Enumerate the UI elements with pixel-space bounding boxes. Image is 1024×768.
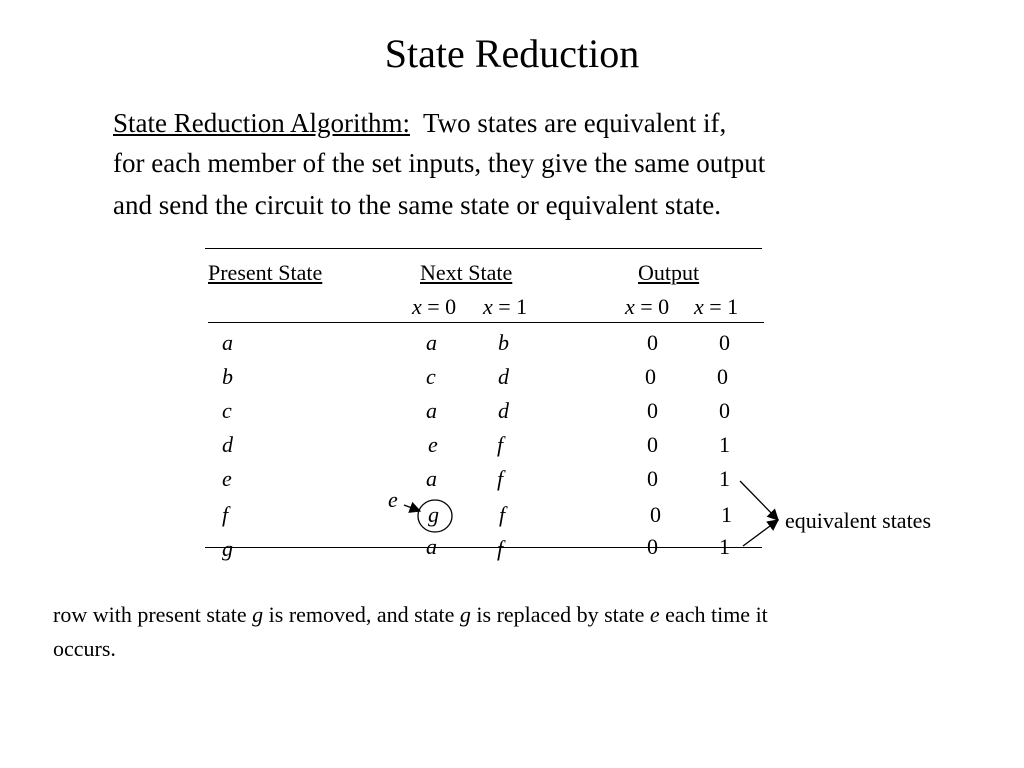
row-d-present: d (222, 432, 233, 457)
footer-state-e: e (649, 602, 660, 627)
row-a-next1: b (498, 330, 509, 355)
row-d-out1: 1 (719, 432, 730, 457)
row-f-out1: 1 (721, 502, 732, 527)
intro-line-3: and send the circuit to the same state or equivalent state. (113, 190, 722, 220)
row-a-present: a (222, 330, 233, 355)
row-f-next1: f (499, 502, 506, 527)
row-c-out1: 0 (719, 398, 730, 423)
row-b-next1: d (498, 364, 509, 389)
algorithm-heading: State Reduction Algorithm: (113, 108, 410, 138)
page-title: State Reduction (384, 31, 640, 76)
row-d-next0: e (428, 432, 438, 457)
header-output: Output (638, 260, 700, 285)
row-b-present: b (222, 364, 233, 389)
replacement-arrow (404, 505, 420, 511)
header-next-state: Next State (420, 260, 513, 285)
row-b-out1: 0 (717, 364, 728, 389)
subheader-out-x1: x = 1 (694, 294, 739, 319)
table-top-rule (205, 248, 762, 249)
equivalent-arrow-top (740, 481, 778, 520)
row-g-strikethrough (205, 547, 762, 548)
footer-state-g-1: g (252, 602, 264, 627)
footer-line-1 (53, 602, 768, 628)
subheader-next-x0: x = 0 (412, 294, 457, 319)
row-g-next0: a (426, 534, 437, 559)
row-d-next1: f (497, 432, 504, 457)
row-c-present: c (222, 398, 232, 423)
row-a-out0: 0 (647, 330, 658, 355)
footer-line-2: occurs. (53, 636, 116, 661)
footer-text-d: each time it (659, 602, 768, 627)
row-c-next0: a (426, 398, 437, 423)
row-b-next0: c (426, 364, 436, 389)
subheader-out-x0: x = 0 (625, 294, 670, 319)
row-e-out1: 1 (719, 466, 730, 491)
table-header-rule (208, 322, 764, 323)
row-a-next0: a (426, 330, 437, 355)
row-e-out0: 0 (647, 466, 658, 491)
row-a-out1: 0 (719, 330, 730, 355)
row-e-next1: f (497, 466, 504, 491)
row-g-next1: f (497, 536, 504, 561)
row-c-next1: d (498, 398, 509, 423)
row-g-present: g (222, 536, 233, 561)
row-e-next0: a (426, 466, 437, 491)
row-c-out0: 0 (647, 398, 658, 423)
footer-text-c: is replaced by state (470, 602, 650, 627)
intro-line-1-text: Two states are equivalent if, (423, 108, 727, 138)
intro-line-2: for each member of the set inputs, they give the same output (113, 148, 766, 178)
footer-text-b: is removed, and state (263, 602, 460, 627)
row-g-out1: 1 (719, 534, 730, 559)
footer-state-g-2: g (459, 602, 471, 627)
replacement-label: e (388, 487, 398, 512)
row-d-out0: 0 (647, 432, 658, 457)
row-g-out0: 0 (647, 534, 658, 559)
intro-line-1 (113, 108, 726, 139)
row-e-present: e (222, 466, 232, 491)
equivalent-states-annotation: equivalent states (785, 508, 932, 533)
row-b-out0: 0 (645, 364, 656, 389)
footer-text-a: row with present state (53, 602, 253, 627)
header-present-state: Present State (208, 260, 323, 285)
subheader-next-x1: x = 1 (483, 294, 528, 319)
row-f-next0: g (428, 502, 439, 527)
row-f-out0: 0 (650, 502, 661, 527)
equivalent-arrow-bottom (743, 520, 778, 546)
row-f-present: f (222, 502, 229, 527)
